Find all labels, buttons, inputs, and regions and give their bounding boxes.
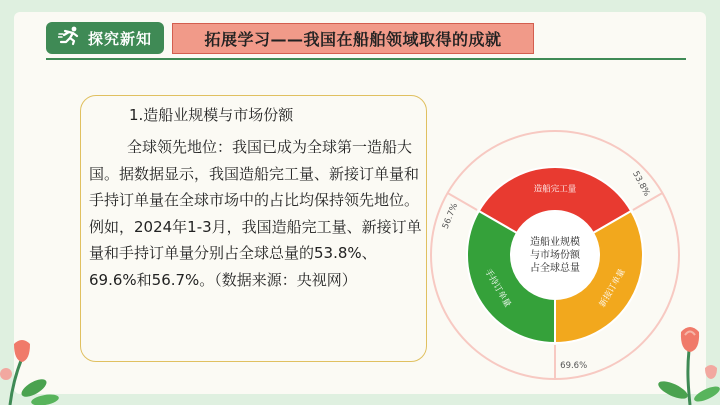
donut-center-label: 造船业规模 (530, 237, 580, 248)
donut-slice-label: 造船完工量 (533, 184, 577, 195)
donut-slice-label: 新接订单量 (597, 267, 628, 310)
flower-decoration-left (0, 318, 70, 405)
section-label: 探究新知 (88, 29, 153, 48)
donut-slice-label: 手持订单量 (482, 267, 513, 310)
donut-divider-line (633, 193, 662, 210)
content-paragraph-text: 全球领先地位：我国已成为全球第一造船大国。据数据显示，我国造船完工量、新接订单量和手持订单量在全球市场中的占比均保持领先地位。例如，2024年1-3月，我国造船完工量、新接订单量和手持订单量分别占全球总量的53.8%、69.6%和56.7%。（数据来源：央视网） (89, 138, 422, 289)
page-title (172, 23, 534, 54)
share-donut-chart (420, 120, 690, 390)
header-divider (46, 58, 686, 60)
donut-center-label: 占全球总量 (530, 263, 580, 274)
page-title-text: 拓展学习——我国在船舶领域取得的成就 (204, 30, 502, 49)
runner-icon (58, 26, 84, 50)
text-box (80, 95, 427, 362)
flower-decoration-right (655, 310, 720, 405)
section-tag (46, 22, 164, 54)
donut-center-label: 与市场份额 (530, 250, 580, 261)
donut-percent-label: 53.8% (630, 169, 652, 199)
content-heading: 1.造船业规模与市场份额 (129, 106, 294, 124)
donut-percent-label: 56.7% (440, 201, 461, 231)
content-paragraph (89, 134, 424, 293)
donut-percent-label: 69.6% (560, 360, 588, 371)
